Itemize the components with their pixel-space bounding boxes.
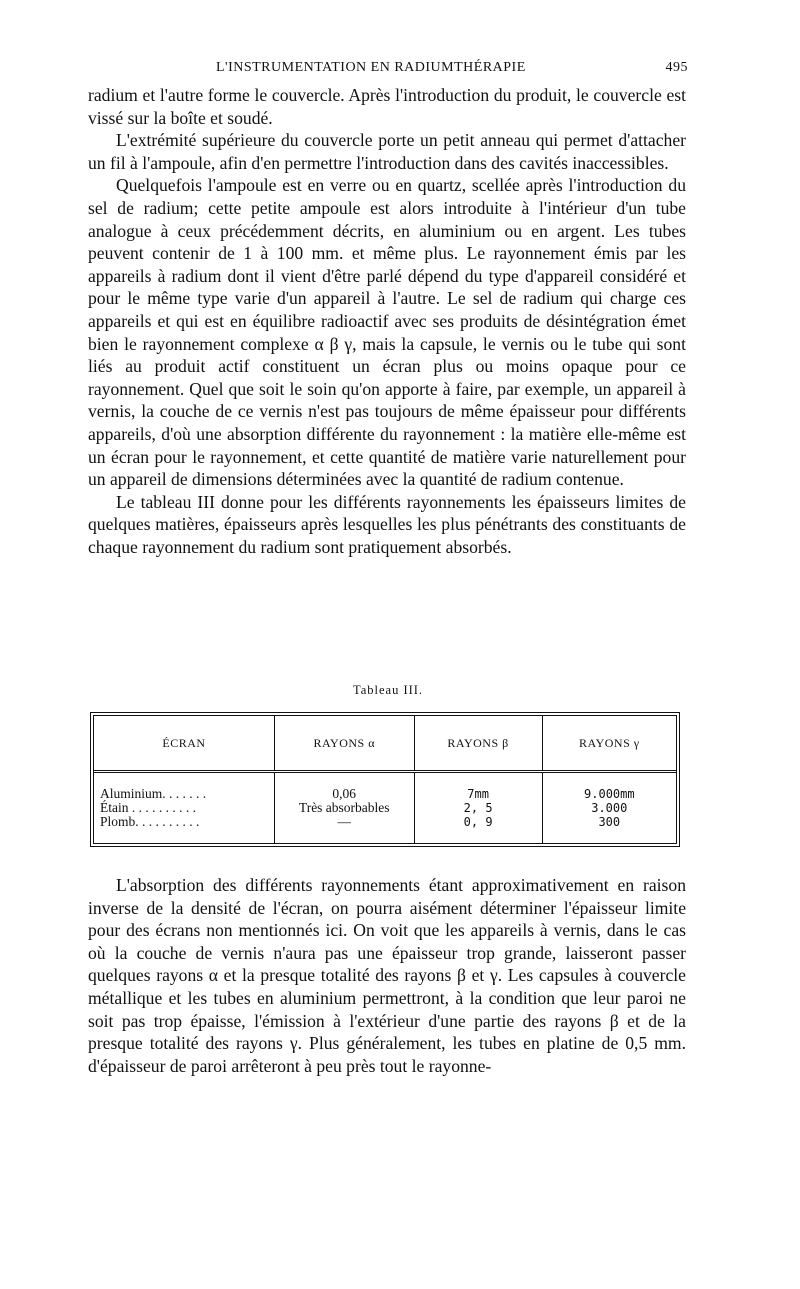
paragraph-5: L'absorption des différents rayonnements étant approximativement en raison inverse de la densité de l'écran, on pourra aisément déterminer l'épaisseur limite pour des écrans non mentionnés ici. On voit que les appareils à vernis, dans le cas où la couche de vernis n'aura pas une épaisseur trop grande, laisseront passer quelques rayons α et la presque totalité des rayons β et γ. Les capsules à couvercle métallique et les tubes en aluminium permettront, à la condition que leur paroi ne soit pas trop épaisse, l'émission à l'extérieur d'une partie des rayons β et de la presque totalité des rayons γ. Plus généralement, les tubes en platine de 0,5 mm. d'épaisseur de paroi arrêteront à peu près tout le rayonne- xyxy=(88,875,686,1076)
paragraph-3: Quelquefois l'ampoule est en verre ou en quartz, scellée après l'introduction du sel de radium; cette petite ampoule est alors introduite à l'intérieur d'un tube analogue à ceux précédemment décrits, en aluminium ou en argent. Les tubes peuvent contenir de 1 à 100 mm. et même plus. Le rayonnement émis par les appareils à radium dont il vient d'être parlé dépend du type d'appareil considéré et pour le même type varie d'un appareil à l'autre. Le sel de radium qui charge ces appareils et qui est en équilibre radioactif avec ses produits de désintégration émet bien le rayonnement complexe α β γ, mais la capsule, le vernis ou le tube qui sont liés au produit actif constituent un écran plus ou moins opaque pour ce rayonnement. Quel que soit le soin qu'on apporte à faire, par exemple, un appareil à vernis, la couche de ce vernis n'est pas toujours de même épaisseur pour différents appareils, d'où une absorption différente du rayonnement : la matière elle-même est un écran pour le rayonnement, et cette quantité de matière varie naturellement pour un appareil de dimensions déterminées avec la quantité de radium contenue. xyxy=(88,175,686,490)
page-number: 495 xyxy=(665,60,688,75)
paragraph-4: Le tableau III donne pour les différents rayonnements les épaisseurs limites de quelques matières, épaisseurs après lesquelles les plus pénétrants des constituants de chaque rayonnement du radium sont pratiquement absorbés. xyxy=(88,491,686,557)
table-header-row xyxy=(94,716,676,772)
header-rayons-alpha: RAYONS α xyxy=(274,716,414,772)
absorption-table xyxy=(90,712,680,847)
running-title: L'INSTRUMENTATION EN RADIUMTHÉRAPIE xyxy=(216,60,526,75)
header-ecran: ÉCRAN xyxy=(94,716,274,772)
cell-materials: Aluminium. . . . . . . Étain . . . . . . . . . . Plomb. . . . . . . . . . xyxy=(100,786,207,829)
body-text-top xyxy=(88,84,686,558)
table-body-row xyxy=(94,772,676,844)
header-rayons-beta: RAYONS β xyxy=(414,716,542,772)
table-caption: Tableau III. xyxy=(352,683,424,697)
paragraph-2: L'extrémité supérieure du couvercle porte un petit anneau qui permet d'attacher un fil à l'ampoule, afin d'en permettre l'introduction dans des cavités inaccessibles. xyxy=(88,130,686,173)
cell-gamma-values: 9.000mm 3.000 300 xyxy=(542,772,676,844)
cell-alpha-values: 0,06 Très absorbables — xyxy=(274,772,414,844)
body-text-bottom xyxy=(88,874,686,1077)
cell-beta-values: 7mm 2, 5 0, 9 xyxy=(414,772,542,844)
header-rayons-gamma: RAYONS γ xyxy=(542,716,676,772)
running-header xyxy=(88,60,688,76)
paragraph-1: radium et l'autre forme le couvercle. Après l'introduction du produit, le couvercle est vissé sur la boîte et soudé. xyxy=(88,85,686,128)
